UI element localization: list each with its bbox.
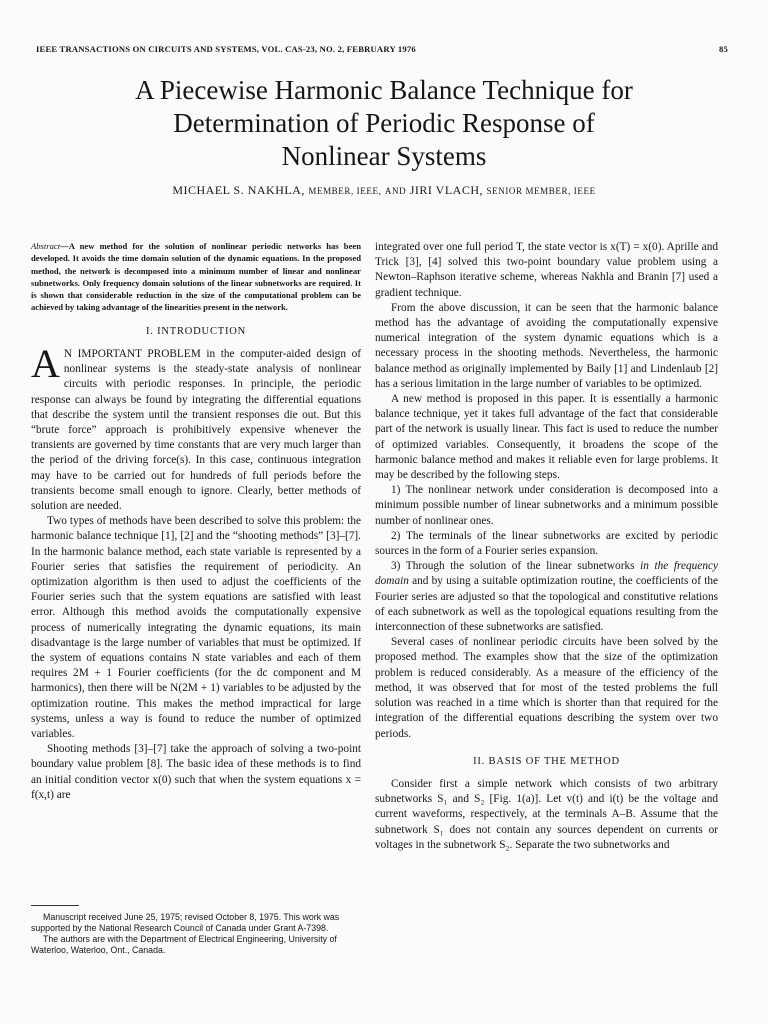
abstract-lead: Abstract [31, 241, 61, 251]
right-column [375, 240, 718, 853]
list-item: 2) The terminals of the linear subnetworks are excited by periodic sources in the form of a Fourier series expansion. [375, 529, 718, 558]
title-line: A Piecewise Harmonic Balance Technique for [135, 75, 633, 105]
author-grade: SENIOR MEMBER, IEEE [486, 186, 596, 196]
author-line [40, 183, 728, 198]
journal-citation: IEEE TRANSACTIONS ON CIRCUITS AND SYSTEMS, VOL. CAS-23, NO. 2, FEBRUARY 1976 [36, 44, 416, 54]
footnote-paragraph: The authors are with the Department of Electrical Engineering, University of Waterloo, Waterloo, Ont., Canada. [31, 934, 337, 955]
title-line: Nonlinear Systems [281, 141, 487, 171]
paragraph: A new method is proposed in this paper. It is essentially a harmonic balance technique, yet it takes full advantage of the fact that considerable part of the network is usually linear. This fact is used to reduce the number of optimized variables. Consequently, it broadens the scope of the harmonic balance method and makes it reliable even for large problems. It may be described by the following steps. [375, 393, 718, 482]
abstract-text: —A new method for the solution of nonlinear periodic networks has been developed. It avoids the time domain solution of the dynamic equations. In the proposed method, the network is decomposed into a minimum number of linear and nonlinear subnetworks. Only frequency domain solutions of the linear subnetworks are required. It is shown that considerable reduction in the size of the computational problem can be achieved by taking advantage of the linearities present in the network. [31, 241, 361, 313]
author-name: MICHAEL S. NAKHLA, [172, 183, 305, 197]
running-head [36, 44, 728, 54]
abstract [31, 240, 361, 314]
footnote [31, 912, 361, 956]
left-column [31, 240, 361, 803]
emphasis: in the frequency domain [375, 560, 719, 588]
drop-cap: A [31, 340, 60, 386]
author-name: JIRI VLACH, [409, 183, 484, 197]
paragraph: From the above discussion, it can be seen that the harmonic balance method has the advantage of avoiding the computationally expensive numerical integration of the system dynamic equations which is a necessary process in the shooting methods. Nevertheless, the harmonic balance method as originally implemented by Baily [1] and Lindenlaub [2] has a serious limitation in the large number of variables to be optimized. [375, 301, 718, 390]
list-item-text: and by using a suitable optimization routine, the coefficients of the Fourier series are adjusted so that the topological and constitutive relations of each subnetwork as well as the topological equations resulting from the interconnection of these subnetworks are satisfied. [375, 575, 718, 634]
paragraph: integrated over one full period T, the state vector is x(T) = x(0). Aprille and Trick [3], [4] solved this two-point boundary value problem using a Newton–Raphson iterative scheme, whereas Nakhla and Branin [7] used a gradient technique. [375, 241, 718, 299]
paragraph: Several cases of nonlinear periodic circuits have been solved by the proposed method. The examples show that the size of the optimization problem is reduced considerably. As a measure of the efficiency of the method, it was observed that for most of the tested problems the full solution was reached in a time which is shorter than that required for the integration of the differential equations describing the system over two periods. [375, 636, 718, 740]
paragraph-text: N IMPORTANT PROBLEM in the computer-aided design of nonlinear systems is the steady-state analysis of nonlinear circuits with periodic responses. In principle, the periodic response can always be found by integrating the differential equations that describe the system until the transient responses die out. But this “brute force” approach is prohibitively expensive whenever the transients are governed by time constants that are very much larger than the period of the driving force(s). In this case, continuous integration may have to be carried out for hundreds of full periods before the transients become small enough to ignore. Clearly, better methods of solution are needed. [31, 347, 361, 513]
section-heading: I. INTRODUCTION [145, 325, 247, 337]
section-heading: II. BASIS OF THE METHOD [473, 755, 620, 767]
list-item [375, 559, 718, 635]
author-grade: MEMBER, IEEE, [308, 186, 382, 196]
paragraph [31, 340, 361, 514]
footnote-paragraph: Manuscript received June 25, 1975; revised October 8, 1975. This work was supported by the National Research Council of Canada under Grant A-7398. [31, 912, 340, 933]
list-item: 1) The nonlinear network under consideration is decomposed into a minimum possible number of linear subnetworks and a minimum possible number of nonlinear ones. [375, 484, 718, 527]
paper-title [40, 74, 728, 173]
list-item-text: 3) Through the solution of the linear subnetworks [391, 560, 641, 573]
paragraph: Two types of methods have been described to solve this problem: the harmonic balance technique [1], [2] and the “shooting methods” [3]–[7]. In the harmonic balance method, each state variable is represented by a Fourier series that satisfies the requirement of periodicity. An optimization algorithm is then used to adjust the coefficients of the Fourier series such that the system equations are satisfied with least error. Although this method avoids the computationally expensive process of numerically integrating the dynamic equations, its main disadvantage is the large number of variables that must be optimized. If the system of equations contains N state variables and each of them requires 2M + 1 Fourier coefficients (for the dc component and M harmonics), then there will be N(2M + 1) variables to be adjusted by the optimization routine. This makes the method impractical for large systems, unless a way is found to reduce the number of optimized variables. [31, 515, 361, 741]
footnote-rule [31, 905, 79, 906]
paragraph: Consider first a simple network which consists of two arbitrary subnetworks S₁ and S₂ [Fig. 1(a)]. Let v(t) and i(t) be the voltage and current waveforms, respectively, at the terminals A–B. Assume that the subnetwork S₁ does not contain any sources dependent on currents or voltages in the subnetwork S₂. Separate the two subnetworks and [375, 777, 718, 851]
title-line: Determination of Periodic Response of [173, 108, 595, 138]
paragraph: Shooting methods [3]–[7] take the approach of solving a two-point boundary value problem [8]. The basic idea of these methods is to find an initial condition vector x(0) such that when the system equations x = f(x,t) are [31, 743, 361, 801]
author-conjunction: AND [384, 186, 407, 196]
page-number: 85 [719, 44, 728, 54]
